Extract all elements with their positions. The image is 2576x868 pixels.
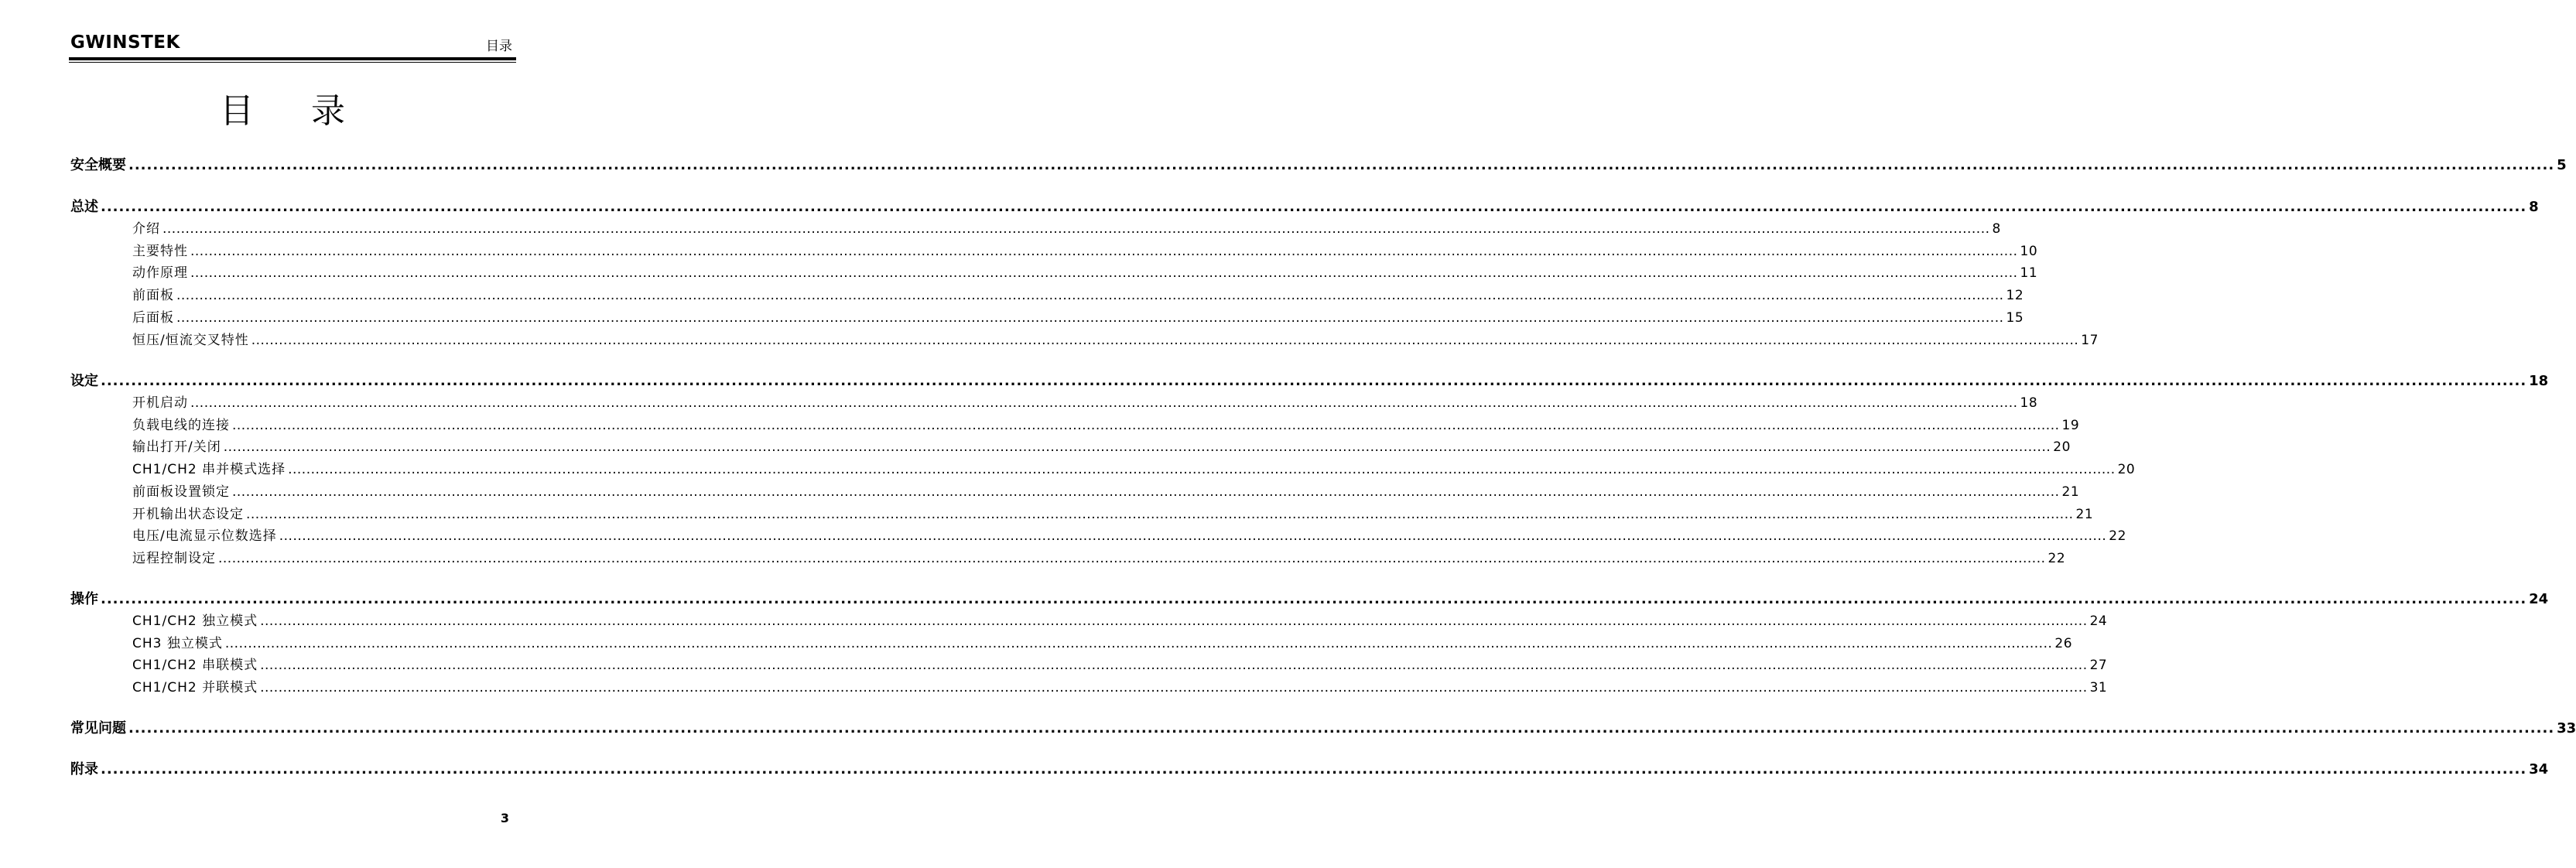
toc-section-page: 27 <box>2089 658 2108 673</box>
toc-section-page: 21 <box>2075 507 2094 522</box>
toc-leader: ................................................................................................................................................................................................................................................................................................................................................................................................................ <box>176 310 2004 326</box>
toc-section[interactable] <box>132 394 2038 412</box>
toc-leader: ................................................................................................................................................................................................................................................................................................................................................................................................................ <box>190 265 2018 281</box>
toc-section[interactable] <box>132 634 2073 653</box>
toc-chapter-title: 常见问题 <box>70 720 126 736</box>
toc-leader: ................................................................................................................................................................................................................................................................................................................................................................................................................ <box>218 551 2046 566</box>
toc-section-page: 11 <box>2020 265 2038 281</box>
toc-leader: ................................................................................................................................................................................................................................................................................................................................................................................................................ <box>101 199 2527 215</box>
toc-section-page: 31 <box>2089 680 2108 695</box>
toc-leader: ................................................................................................................................................................................................................................................................................................................................................................................................................ <box>251 333 2079 348</box>
toc-leader: ................................................................................................................................................................................................................................................................................................................................................................................................................ <box>101 373 2527 389</box>
toc-section[interactable] <box>132 656 2108 675</box>
toc-section-title: 主要特性 <box>132 244 188 259</box>
toc-section-title: 电压/电流显示位数选择 <box>132 528 277 544</box>
toc-section[interactable] <box>132 460 2136 479</box>
toc-section-title: 输出打开/关闭 <box>132 439 221 455</box>
toc-section-page: 17 <box>2081 333 2099 348</box>
toc-section-title: CH1/CH2 串并模式选择 <box>132 462 286 477</box>
toc-section-title: 开机输出状态设定 <box>132 507 244 522</box>
toc-leader: ................................................................................................................................................................................................................................................................................................................................................................................................................ <box>190 395 2018 411</box>
toc-section[interactable] <box>132 483 2080 501</box>
page-number: 3 <box>500 811 509 825</box>
toc-leader: ................................................................................................................................................................................................................................................................................................................................................................................................................ <box>101 761 2527 777</box>
toc-section-title: 恒压/恒流交叉特性 <box>132 333 249 348</box>
toc-chapter-page: 34 <box>2529 761 2549 777</box>
toc-leader: ................................................................................................................................................................................................................................................................................................................................................................................................................ <box>176 288 2004 303</box>
toc-leader: ................................................................................................................................................................................................................................................................................................................................................................................................................ <box>260 658 2088 673</box>
toc-section-title: 动作原理 <box>132 265 188 281</box>
toc-section-page: 18 <box>2020 395 2038 411</box>
toc-chapter-title: 附录 <box>70 761 98 777</box>
toc-leader: ................................................................................................................................................................................................................................................................................................................................................................................................................ <box>232 418 2060 433</box>
toc-chapter-page: 24 <box>2529 591 2549 607</box>
toc-section-page: 19 <box>2061 418 2080 433</box>
toc-section-page: 24 <box>2089 613 2108 629</box>
toc-chapter[interactable] <box>70 197 2539 217</box>
page-title: 目 录 <box>220 91 368 131</box>
toc-chapter[interactable] <box>70 760 2549 780</box>
toc-section-title: 远程控制设定 <box>132 551 216 566</box>
toc-chapter-title: 设定 <box>70 373 98 389</box>
header-rule-thin <box>69 62 516 63</box>
toc-chapter-page: 33 <box>2557 720 2576 736</box>
toc-section[interactable] <box>132 505 2094 524</box>
toc-section-title: CH3 独立模式 <box>132 636 223 651</box>
toc-chapter-title: 安全概要 <box>70 157 126 173</box>
toc-leader: ................................................................................................................................................................................................................................................................................................................................................................................................................ <box>223 439 2051 455</box>
toc-section[interactable] <box>132 286 2024 305</box>
toc-section[interactable] <box>132 264 2038 282</box>
toc-section[interactable] <box>132 438 2071 456</box>
toc-leader: ................................................................................................................................................................................................................................................................................................................................................................................................................ <box>279 528 2107 544</box>
toc-section-title: CH1/CH2 独立模式 <box>132 613 258 629</box>
toc-section-page: 8 <box>1992 221 2001 237</box>
toc-section-title: CH1/CH2 串联模式 <box>132 658 258 673</box>
toc-section-title: 前面板 <box>132 288 174 303</box>
toc-leader: ................................................................................................................................................................................................................................................................................................................................................................................................................ <box>232 484 2060 500</box>
toc-chapter-page: 5 <box>2557 157 2567 173</box>
toc-leader: ................................................................................................................................................................................................................................................................................................................................................................................................................ <box>162 221 1990 237</box>
toc-leader: ................................................................................................................................................................................................................................................................................................................................................................................................................ <box>128 720 2555 736</box>
toc-leader: ................................................................................................................................................................................................................................................................................................................................................................................................................ <box>260 613 2088 629</box>
toc-section[interactable] <box>132 331 2099 350</box>
toc-section[interactable] <box>132 678 2108 697</box>
toc-leader: ................................................................................................................................................................................................................................................................................................................................................................................................................ <box>288 462 2116 477</box>
toc-chapter-title: 总述 <box>70 199 98 215</box>
toc-section-title: 介绍 <box>132 221 160 237</box>
toc-chapter-page: 18 <box>2529 373 2549 389</box>
toc-leader: ................................................................................................................................................................................................................................................................................................................................................................................................................ <box>260 680 2088 695</box>
toc-section[interactable] <box>132 549 2066 568</box>
toc-section[interactable] <box>132 220 2001 238</box>
toc-section-page: 26 <box>2054 636 2073 651</box>
toc-chapter[interactable] <box>70 589 2549 610</box>
toc-section-page: 10 <box>2020 244 2038 259</box>
toc-section-page: 22 <box>2109 528 2126 544</box>
brand-logo <box>70 32 180 53</box>
toc-chapter[interactable] <box>70 719 2576 739</box>
brand-name: GWINSTEK <box>70 32 180 53</box>
toc-section-page: 20 <box>2053 439 2071 455</box>
header-section-label: 目录 <box>486 39 512 54</box>
toc-section-title: 开机启动 <box>132 395 188 411</box>
toc-leader: ................................................................................................................................................................................................................................................................................................................................................................................................................ <box>246 507 2074 522</box>
toc-section[interactable] <box>132 242 2038 261</box>
toc-section-title: CH1/CH2 并联模式 <box>132 680 258 695</box>
toc-section[interactable] <box>132 612 2108 630</box>
toc-section-title: 负载电线的连接 <box>132 418 230 433</box>
toc-section-title: 前面板设置锁定 <box>132 484 230 500</box>
toc-leader: ................................................................................................................................................................................................................................................................................................................................................................................................................ <box>101 591 2527 607</box>
toc-section[interactable] <box>132 416 2080 435</box>
toc-leader: ................................................................................................................................................................................................................................................................................................................................................................................................................ <box>224 636 2053 651</box>
toc-section-page: 15 <box>2006 310 2024 326</box>
toc-chapter[interactable] <box>70 155 2567 176</box>
toc-section-page: 20 <box>2117 462 2136 477</box>
toc-leader: ................................................................................................................................................................................................................................................................................................................................................................................................................ <box>190 244 2018 259</box>
toc-section-page: 22 <box>2047 551 2066 566</box>
toc-chapter[interactable] <box>70 371 2549 391</box>
toc-chapter-page: 8 <box>2529 199 2539 215</box>
toc-section-title: 后面板 <box>132 310 174 326</box>
toc-leader: ................................................................................................................................................................................................................................................................................................................................................................................................................ <box>128 157 2555 173</box>
toc-section[interactable] <box>132 309 2024 327</box>
toc-section-page: 12 <box>2006 288 2024 303</box>
toc-section-page: 21 <box>2061 484 2080 500</box>
header-rule <box>69 57 516 60</box>
toc-chapter-title: 操作 <box>70 591 98 607</box>
toc-section[interactable] <box>132 527 2126 545</box>
